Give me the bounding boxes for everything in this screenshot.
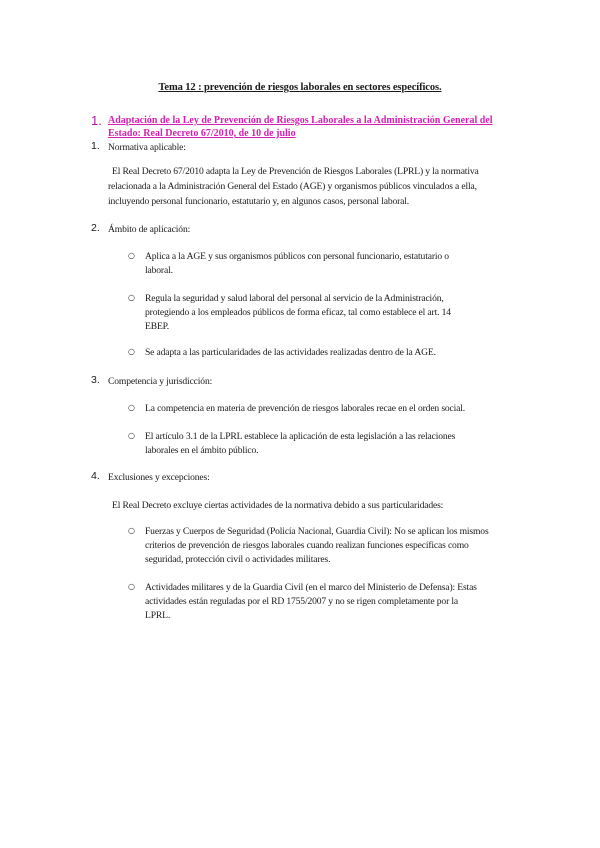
section-4-bullet-2-line: Actividades militares y de la Guardia Civil (en el marco del Ministerio de Defensa): Estas: [145, 582, 477, 593]
section-1-paragraph-line: incluyendo personal funcionario, estatutario y, en algunos casos, personal laboral.: [108, 196, 410, 207]
section-3-bullet-2-line: laborales en el ámbito público.: [145, 445, 259, 456]
section-1-heading: Normativa aplicable:: [108, 142, 186, 153]
section-2-bullet-3-line: Se adapta a las particularidades de las actividades realizadas dentro de la AGE.: [145, 347, 436, 358]
main-heading: Adaptación de la Ley de Prevención de Riesgos Laborales a la Administración General del Estado: Real Decreto 67/2010, de 10 de julio: [108, 115, 493, 139]
document-title: Tema 12 : prevención de riesgos laborales en sectores específicos.: [158, 82, 442, 93]
section-2-heading: Ámbito de aplicación:: [108, 224, 191, 235]
section-2-number: 2.: [91, 222, 100, 234]
section-4-heading: Exclusiones y excepciones:: [108, 472, 210, 483]
section-2-bullet-2-line: Regula la seguridad y salud laboral del personal al servicio de la Administración,: [145, 293, 444, 304]
section-1-paragraph-line: relacionada a la Administración General del Estado (AGE) y organismos públicos vinculados a ella,: [108, 181, 477, 192]
section-4-bullet-2-line: LPRL.: [145, 610, 171, 621]
bullet-icon: ○: [128, 347, 135, 356]
section-2-bullet-2-line: protegiendo a los empleados públicos de forma eficaz, tal como establece el art. 14: [145, 307, 451, 318]
section-4-bullet-2-line: actividades están reguladas por el RD 1755/2007 y no se rigen completamente por la: [145, 596, 458, 607]
section-1-number: 1.: [91, 140, 100, 152]
section-3-heading: Competencia y jurisdicción:: [108, 376, 213, 387]
main-heading-number: 1.: [91, 113, 102, 128]
section-4-intro: El Real Decreto excluye ciertas actividades de la normativa debido a sus particularidades:: [112, 500, 444, 511]
bullet-icon: ○: [128, 403, 135, 412]
section-2-bullet-2-line: EBEP.: [145, 321, 170, 332]
section-3-bullet-2-line: El artículo 3.1 de la LPRL establece la aplicación de esta legislación a las relaciones: [145, 431, 456, 442]
bullet-icon: ○: [128, 431, 135, 440]
section-3-bullet-1-line: La competencia en materia de prevención de riesgos laborales recae en el orden social.: [145, 403, 466, 414]
section-2-bullet-1-line: laboral.: [145, 265, 173, 276]
section-1-paragraph-line: El Real Decreto 67/2010 adapta la Ley de Prevención de Riesgos Laborales (LPRL) y la normativa: [112, 166, 479, 177]
section-2-bullet-1-line: Aplica a la AGE y sus organismos públicos con personal funcionario, estatutario o: [145, 251, 449, 262]
bullet-icon: ○: [128, 293, 135, 302]
bullet-icon: ○: [128, 251, 135, 260]
section-4-bullet-1-line: seguridad, protección civil o actividades militares.: [145, 554, 331, 565]
section-4-number: 4.: [91, 470, 100, 482]
section-4-bullet-1-line: Fuerzas y Cuerpos de Seguridad (Policía Nacional, Guardia Civil): No se aplican los mismos: [145, 526, 489, 537]
section-3-number: 3.: [91, 374, 100, 386]
bullet-icon: ○: [128, 582, 135, 591]
section-4-bullet-1-line: criterios de prevención de riesgos laborales cuando realizan funciones específicas como: [145, 540, 469, 551]
bullet-icon: ○: [128, 526, 135, 535]
